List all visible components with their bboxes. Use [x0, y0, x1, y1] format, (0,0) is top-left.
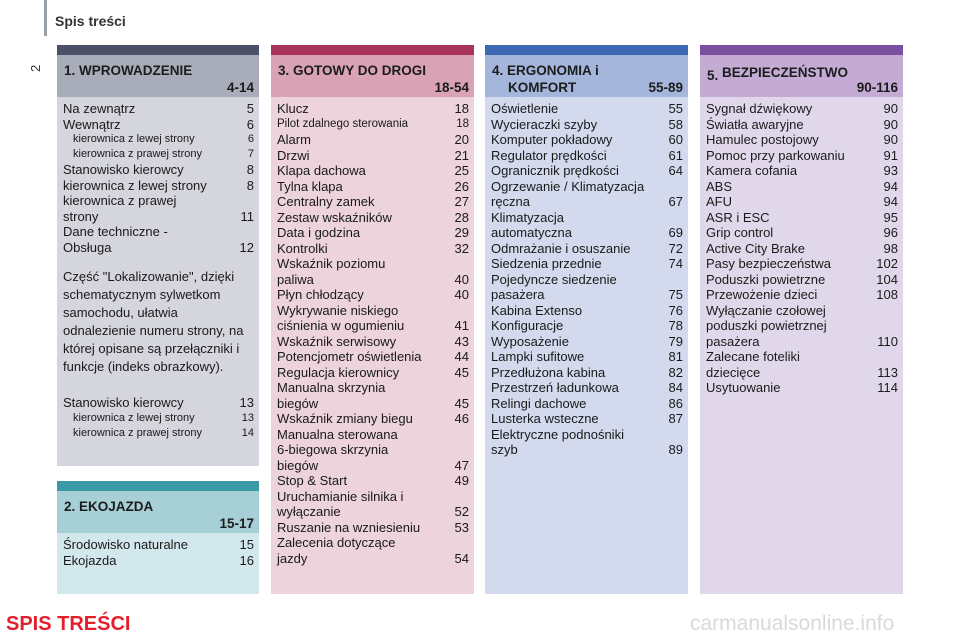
toc-entry-label: Uruchamianie silnika i wyłączanie [277, 488, 404, 519]
toc-entry[interactable] [277, 210, 469, 226]
section-2-title: 2. EKOJAZDA [64, 499, 154, 514]
toc-entry-page: 102 [876, 256, 898, 271]
section-4-body [485, 97, 688, 594]
toc-entry-label: Regulator prędkości [491, 147, 607, 163]
toc-entry-page: 21 [454, 147, 469, 163]
toc-entry-label: Dane techniczne - Obsługa [63, 224, 168, 255]
toc-entry[interactable] [491, 318, 683, 334]
toc-entry[interactable] [63, 101, 254, 117]
section-1-entries-lower [63, 395, 254, 441]
toc-entry-label: Manualna skrzynia biegów [277, 380, 386, 411]
toc-entry-label: Kamera cofania [706, 163, 798, 178]
toc-entry-label: AFU [706, 194, 732, 209]
toc-entry-page: 96 [883, 225, 898, 240]
toc-entry-page: 110 [877, 333, 898, 349]
toc-entry[interactable] [63, 193, 254, 224]
toc-entry-label: Stop & Start [277, 473, 348, 488]
toc-entry[interactable] [63, 147, 254, 162]
section-2-entries [63, 537, 254, 568]
toc-entry-page: 32 [454, 240, 469, 256]
section-5-number: 5. [707, 68, 719, 83]
toc-entry[interactable] [277, 303, 469, 334]
section-4-color-strip [485, 45, 688, 55]
toc-entry[interactable] [491, 272, 683, 303]
toc-entry[interactable] [277, 163, 469, 179]
toc-entry-label: Manualna sterowana 6-biegowa skrzynia biegów [277, 426, 398, 473]
toc-entry-page: 113 [877, 364, 898, 380]
toc-entry-page: 26 [454, 178, 469, 194]
section-1-header[interactable] [57, 55, 259, 97]
toc-entry-label: Wykrywanie niskiego ciśnienia w ogumieniu [277, 302, 405, 333]
toc-entry-page: 27 [454, 194, 469, 209]
toc-entry-page: 94 [883, 178, 898, 194]
toc-entry[interactable] [706, 241, 898, 257]
toc-entry[interactable] [63, 426, 254, 441]
toc-entry-page: 90 [883, 132, 898, 147]
toc-entry-label: Pomoc przy parkowaniu [706, 147, 845, 163]
toc-entry[interactable] [706, 256, 898, 272]
toc-entry-label: Alarm [277, 132, 311, 147]
toc-entry-label: Ogranicznik prędkości [491, 163, 619, 178]
toc-entry-label: Zestaw wskaźników [277, 209, 392, 225]
toc-entry-label: ABS [706, 178, 733, 194]
toc-entry[interactable] [491, 241, 683, 257]
toc-entry-page: 82 [668, 364, 683, 380]
section-5-body [700, 97, 903, 594]
toc-entry[interactable] [277, 287, 469, 303]
section-4-card [485, 45, 688, 594]
toc-entry[interactable] [491, 101, 683, 117]
toc-entry-page: 108 [876, 287, 898, 302]
toc-entry-page: 87 [668, 411, 683, 426]
toc-entry-label: Data i godzina [277, 225, 361, 240]
toc-entry-label: kierownica z prawej strony [73, 148, 202, 160]
toc-entry[interactable] [491, 117, 683, 133]
page-number: 2 [28, 64, 43, 72]
toc-entry[interactable] [706, 225, 898, 241]
toc-entry[interactable] [277, 380, 469, 411]
toc-entry-page: 44 [454, 349, 469, 364]
toc-entry-label: Centralny zamek [277, 194, 375, 209]
toc-entry[interactable] [63, 178, 254, 194]
toc-entry-label: Pasy bezpieczeństwa [706, 256, 832, 271]
section-2-range: 15-17 [219, 516, 254, 531]
toc-entry[interactable] [277, 489, 469, 520]
toc-entry-label: ASR i ESC [706, 209, 770, 225]
toc-entry[interactable] [706, 287, 898, 303]
toc-entry-label: kierownica z lewej strony [73, 133, 195, 145]
toc-entry-page: 53 [454, 519, 469, 535]
toc-entry[interactable] [491, 303, 683, 319]
toc-entry-label: Potencjometr oświetlenia [277, 349, 422, 364]
toc-entry-page: 20 [454, 132, 469, 147]
toc-entry-page: 12 [239, 239, 254, 255]
section-2-header[interactable] [57, 491, 259, 533]
toc-entry[interactable] [277, 132, 469, 148]
toc-entry[interactable] [277, 101, 469, 117]
section-1-color-strip [57, 45, 259, 55]
toc-entry-page: 98 [883, 240, 898, 256]
toc-entry-page: 93 [883, 163, 898, 178]
toc-entry-label: Zalecane foteliki dziecięce [706, 349, 800, 380]
toc-entry-label: Komputer pokładowy [491, 132, 613, 147]
section-2-card [57, 481, 259, 594]
toc-entry-label: Oświetlenie [491, 101, 559, 116]
toc-entry[interactable] [706, 117, 898, 133]
toc-entry[interactable] [277, 535, 469, 566]
toc-entry-page: 43 [454, 333, 469, 349]
toc-entry-page: 79 [668, 333, 683, 349]
section-5-title: BEZPIECZEŃSTWO [722, 65, 849, 80]
toc-entry-page: 8 [246, 162, 254, 177]
toc-entry-label: Usytuowanie [706, 380, 781, 395]
toc-entry-page: 81 [668, 349, 683, 364]
toc-entry-label: Drzwi [277, 147, 310, 163]
toc-entry-page: 13 [239, 395, 254, 410]
toc-entry-page: 40 [454, 271, 469, 287]
section-2-color-strip [57, 481, 259, 491]
section-3-entries [277, 101, 469, 566]
toc-entry-page: 72 [668, 240, 683, 256]
toc-entry-page: 52 [454, 504, 469, 519]
section-3-header[interactable] [271, 55, 474, 97]
section-3-range: 18-54 [434, 80, 469, 95]
toc-entry[interactable] [706, 148, 898, 164]
toc-entry-label: Klapa dachowa [277, 163, 366, 178]
toc-entry[interactable] [491, 380, 683, 396]
toc-entry-label: Ekojazda [63, 552, 117, 568]
toc-entry-label: Ogrzewanie / Klimatyzacja ręczna [491, 178, 645, 209]
section-3-card [271, 45, 474, 594]
toc-entry-label: Wskaźnik poziomu paliwa [277, 256, 386, 287]
toc-entry-label: Wyposażenie [491, 333, 569, 349]
toc-entry-page: 91 [883, 147, 898, 163]
section-3-title: 3. GOTOWY DO DROGI [278, 63, 427, 78]
toc-entry-page: 89 [668, 442, 683, 457]
toc-entry-page: 69 [668, 225, 683, 240]
toc-entry-page: 55 [668, 101, 683, 116]
toc-entry-label: kierownica z prawej strony [73, 426, 202, 439]
footer-section-label: SPIS TREŚCI [6, 613, 131, 635]
toc-entry[interactable] [491, 427, 683, 458]
toc-entry-page: 54 [454, 550, 469, 566]
toc-entry-label: kierownica z prawej strony [63, 193, 177, 224]
toc-entry[interactable] [63, 162, 254, 178]
toc-entry[interactable] [63, 224, 254, 255]
toc-entry-page: 6 [247, 133, 254, 145]
toc-entry-label: Grip control [706, 225, 774, 240]
section-4-title: 4. ERGONOMIA i [492, 63, 599, 78]
toc-entry-label: Hamulec postojowy [706, 132, 819, 147]
section-5-card [700, 45, 903, 594]
toc-entry-label: Klimatyzacja automatyczna [491, 209, 572, 240]
toc-entry[interactable] [63, 117, 254, 133]
toc-entry-label: Stanowisko kierowcy [63, 395, 184, 410]
toc-entry[interactable] [277, 225, 469, 241]
toc-entry-label: Wewnątrz [63, 116, 121, 132]
toc-entry[interactable] [706, 101, 898, 117]
section-5-entries [706, 101, 898, 396]
toc-entry-label: Pojedyncze siedzenie pasażera [491, 271, 617, 302]
toc-entry-label: Lampki sufitowe [491, 349, 585, 364]
toc-entry-page: 60 [668, 132, 683, 147]
section-5-header[interactable] [700, 55, 903, 97]
toc-entry-page: 76 [668, 302, 683, 318]
toc-entry[interactable] [491, 334, 683, 350]
toc-entry-page: 64 [668, 163, 683, 178]
toc-entry[interactable] [63, 132, 254, 147]
section-3-color-strip [271, 45, 474, 55]
toc-entry-page: 86 [668, 395, 683, 411]
toc-entry[interactable] [277, 256, 469, 287]
toc-entry-label: Wyłączanie czołowej poduszki powietrznej pasażera [706, 302, 827, 349]
toc-entry-label: Tylna klapa [277, 178, 343, 194]
toc-entry-label: Środowisko naturalne [63, 537, 189, 552]
toc-entry[interactable] [63, 537, 254, 553]
toc-entry[interactable] [277, 117, 469, 133]
toc-entry-page: 11 [240, 208, 254, 224]
toc-entry-label: Klucz [277, 101, 309, 116]
toc-entry[interactable] [277, 194, 469, 210]
toc-entry[interactable] [277, 473, 469, 489]
toc-entry-page: 67 [668, 194, 683, 209]
toc-entry-label: Ruszanie na wzniesieniu [277, 519, 421, 535]
section-4-header[interactable] [485, 55, 688, 97]
toc-entry[interactable] [491, 349, 683, 365]
toc-entry[interactable] [277, 520, 469, 536]
section-3-body [271, 97, 474, 594]
toc-entry-label: Kabina Extenso [491, 302, 583, 318]
toc-entry[interactable] [491, 163, 683, 179]
section-1-card [57, 45, 259, 466]
toc-entry-page: 40 [454, 287, 469, 302]
section-4-range: 55-89 [648, 80, 683, 95]
toc-entry-label: Pilot zdalnego sterowania [277, 117, 409, 130]
toc-entry-page: 78 [668, 318, 683, 333]
section-1-body [57, 97, 259, 466]
toc-entry-page: 16 [239, 552, 254, 568]
toc-entry-page: 58 [668, 116, 683, 132]
toc-entry[interactable] [706, 132, 898, 148]
toc-entry-label: Kontrolki [277, 240, 328, 256]
toc-entry[interactable] [277, 148, 469, 164]
toc-entry-page: 18 [456, 117, 469, 130]
toc-entry-page: 95 [883, 209, 898, 225]
toc-entry[interactable] [491, 396, 683, 412]
toc-entry-page: 29 [454, 225, 469, 240]
section-2-body [57, 533, 259, 594]
toc-entry[interactable] [491, 256, 683, 272]
toc-entry-label: Wskaźnik serwisowy [277, 333, 397, 349]
toc-entry-label: Wskaźnik zmiany biegu [277, 411, 413, 426]
toc-entry-page: 75 [668, 287, 683, 302]
toc-entry-label: Konfiguracje [491, 318, 564, 333]
toc-entry-page: 28 [454, 209, 469, 225]
toc-entry-label: Elektryczne podnośniki szyb [491, 426, 624, 457]
toc-entry-label: Zalecenia dotyczące jazdy [277, 535, 396, 566]
toc-entry-page: 14 [241, 426, 254, 439]
section-5-color-strip [700, 45, 903, 55]
toc-entry-page: 45 [454, 364, 469, 380]
toc-entry[interactable] [277, 411, 469, 427]
toc-entry[interactable] [706, 272, 898, 288]
section-1-range: 4-14 [226, 80, 254, 95]
section-1-title: 1. WPROWADZENIE [64, 63, 193, 78]
toc-entry-label: kierownica z lewej strony [63, 177, 207, 193]
page-header-title: Spis treści [55, 13, 126, 29]
toc-entry-label: Sygnał dźwiękowy [706, 101, 813, 116]
toc-entry-page: 7 [247, 148, 254, 160]
toc-entry-page: 8 [246, 177, 254, 193]
section-1-paragraph: Część "Lokalizowanie", dzięki schematycznym sylwetkom samochodu, ułatwia odnalezienie numeru strony, na której opisane są przełączniki i funkcje (indeks obrazkowy). [63, 269, 244, 374]
toc-entry[interactable] [706, 163, 898, 179]
toc-entry-label: Regulacja kierownicy [277, 364, 400, 380]
toc-entry[interactable] [706, 349, 898, 380]
toc-entry-page: 49 [454, 473, 469, 488]
toc-entry-page: 41 [454, 318, 469, 333]
toc-entry-page: 13 [241, 411, 254, 424]
toc-entry-label: Stanowisko kierowcy [63, 162, 184, 177]
toc-entry-label: Relingi dachowe [491, 395, 587, 411]
toc-entry-label: Na zewnątrz [63, 101, 136, 116]
header-accent-bar [44, 0, 47, 36]
section-4-title-line2: KOMFORT [508, 80, 577, 95]
toc-entry-page: 94 [883, 194, 898, 209]
toc-entry[interactable] [63, 411, 254, 426]
toc-entry[interactable] [706, 380, 898, 396]
toc-entry-page: 15 [239, 537, 254, 552]
toc-entry[interactable] [277, 241, 469, 257]
toc-entry[interactable] [277, 365, 469, 381]
toc-entry-label: Lusterka wsteczne [491, 411, 599, 426]
toc-entry-page: 61 [668, 147, 683, 163]
toc-entry[interactable] [706, 210, 898, 226]
toc-entry-label: Poduszki powietrzne [706, 271, 826, 287]
section-5-range: 90-116 [856, 80, 898, 95]
toc-entry-label: Siedzenia przednie [491, 256, 602, 271]
toc-entry-label: Przewożenie dzieci [706, 287, 818, 302]
toc-entry[interactable] [277, 334, 469, 350]
toc-entry-label: Wycieraczki szyby [491, 116, 598, 132]
toc-entry[interactable] [706, 303, 898, 350]
toc-entry-label: Płyn chłodzący [277, 287, 364, 302]
section-4-entries [491, 101, 683, 458]
toc-entry-page: 45 [454, 395, 469, 411]
toc-entry-label: kierownica z lewej strony [73, 411, 195, 424]
toc-entry-label: Active City Brake [706, 240, 805, 256]
toc-entry-page: 5 [246, 101, 254, 116]
section-1-entries [63, 101, 254, 255]
toc-entry-page: 47 [454, 457, 469, 473]
footer-watermark: carmanualsonline.info [690, 612, 895, 635]
toc-entry-page: 114 [877, 380, 898, 395]
toc-entry-label: Odmrażanie i osuszanie [491, 240, 631, 256]
toc-entry[interactable] [63, 553, 254, 569]
toc-entry[interactable] [491, 365, 683, 381]
toc-entry[interactable] [491, 411, 683, 427]
toc-entry[interactable] [277, 427, 469, 474]
toc-entry-label: Przestrzeń ładunkowa [491, 380, 619, 395]
toc-entry-page: 46 [454, 411, 469, 426]
toc-entry[interactable] [63, 395, 254, 411]
toc-entry-page: 90 [883, 101, 898, 116]
toc-entry-label: Światła awaryjne [706, 116, 804, 132]
toc-entry-page: 18 [454, 101, 469, 116]
toc-entry[interactable] [706, 179, 898, 195]
toc-entry-label: Przedłużona kabina [491, 364, 606, 380]
toc-entry-page: 84 [668, 380, 683, 395]
toc-entry-page: 6 [246, 116, 254, 132]
toc-entry[interactable] [491, 179, 683, 210]
toc-entry[interactable] [491, 210, 683, 241]
toc-entry[interactable] [706, 194, 898, 210]
toc-entry[interactable] [491, 132, 683, 148]
toc-entry[interactable] [277, 349, 469, 365]
toc-entry[interactable] [277, 179, 469, 195]
toc-entry[interactable] [491, 148, 683, 164]
toc-entry-page: 104 [876, 271, 898, 287]
toc-entry-page: 90 [883, 116, 898, 132]
toc-entry-page: 25 [454, 163, 469, 178]
toc-entry-page: 74 [668, 256, 683, 271]
